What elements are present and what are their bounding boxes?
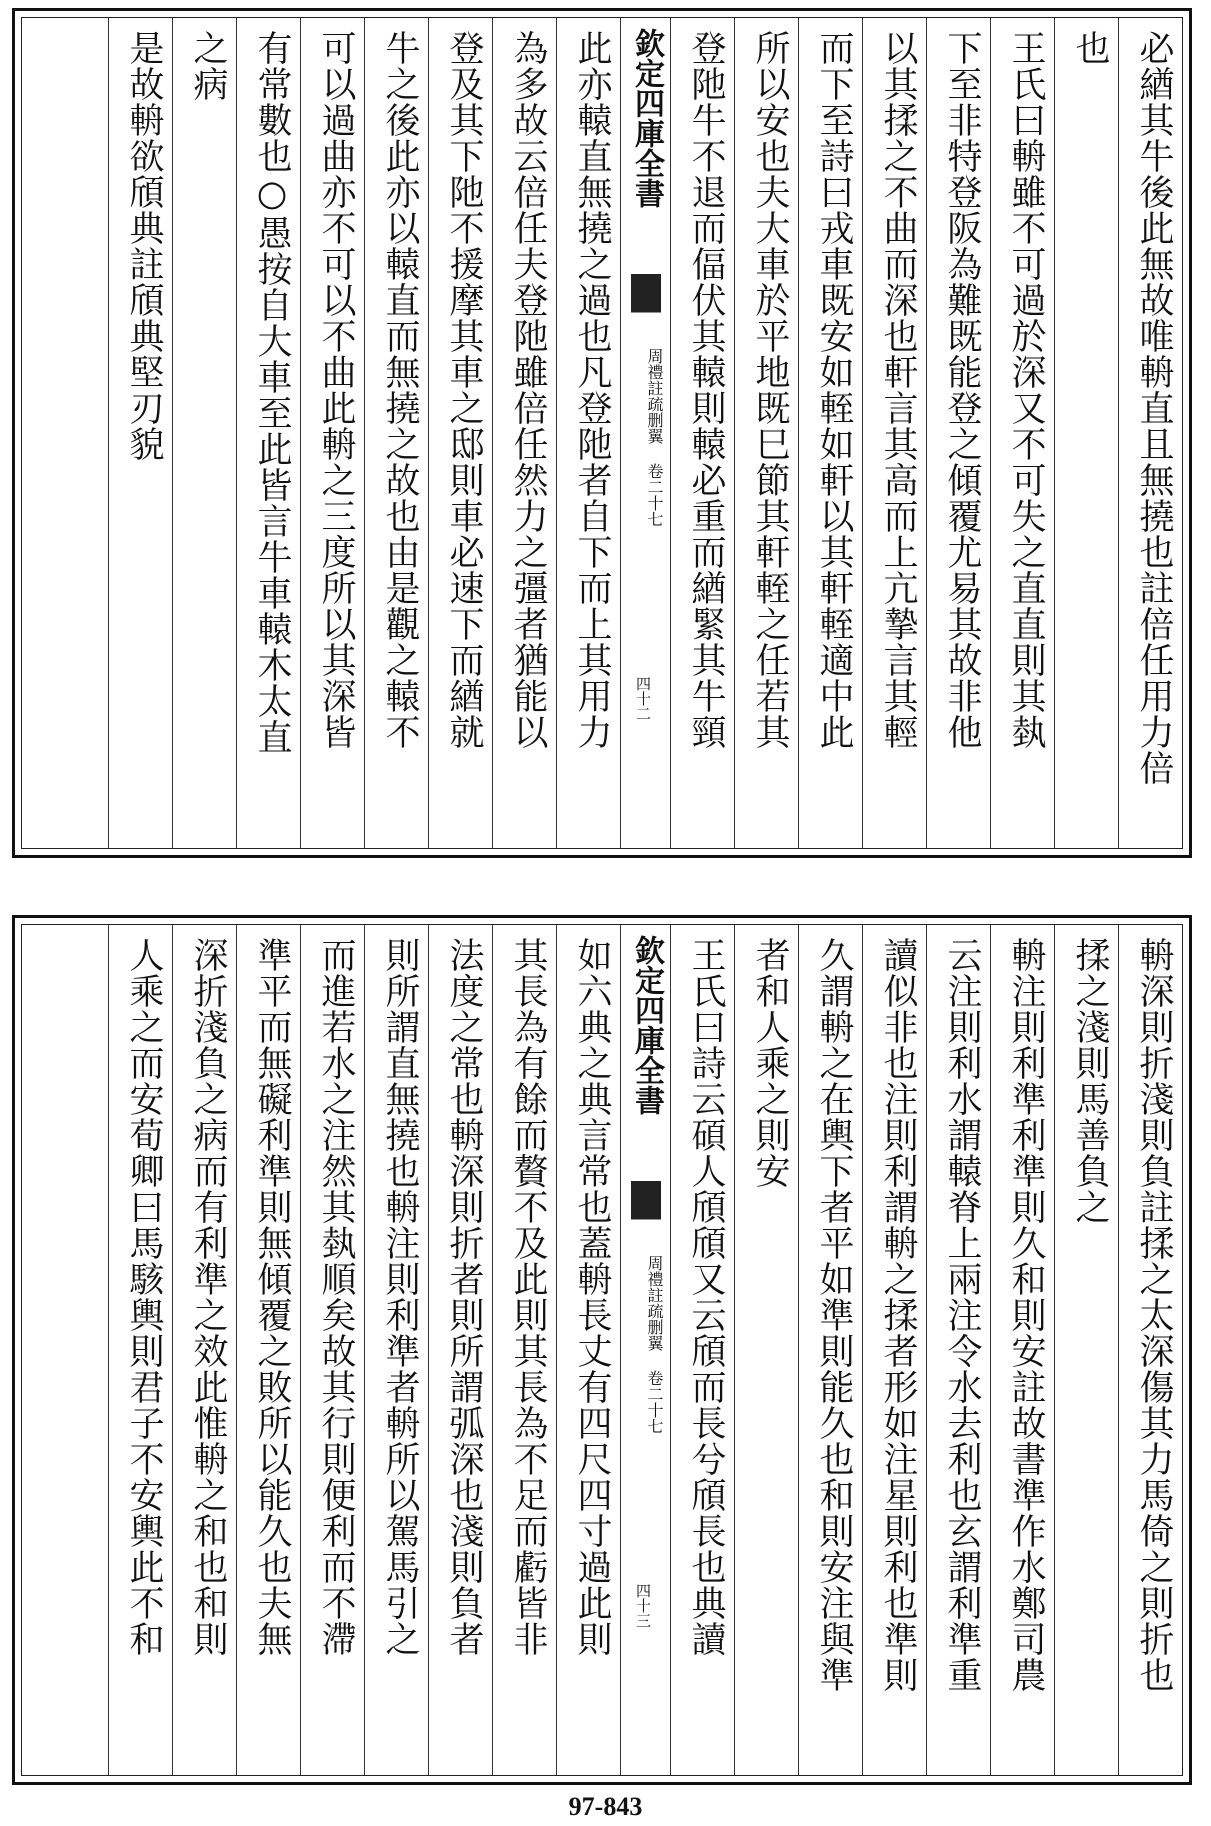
center-gutter <box>620 18 670 848</box>
page-bottom-columns <box>22 925 1182 1775</box>
gutter-title: 欽定四庫全書 <box>629 28 664 208</box>
text-column: 揉之淺則馬善負之 <box>1054 925 1118 1775</box>
gutter-page-number: 四十三 <box>634 1583 652 1628</box>
text-column: 以其揉之不曲而深也軒言其高而上亢摯言其輕 <box>862 18 926 848</box>
text-column: 法度之常也輈深則折者則所謂弧深也淺則負者 <box>428 925 492 1775</box>
text-column: 輈注則利準利準則久和則安註故書準作水鄭司農 <box>990 925 1054 1775</box>
text-column: 有常數也○愚按自大車至此皆言牛車轅木太直 <box>236 18 300 848</box>
gutter-book-name: 周禮註疏删翼 <box>645 348 664 444</box>
text-column: 其長為有餘而贅不及此則其長為不足而虧皆非 <box>492 925 556 1775</box>
text-column: 王氏曰輈雖不可過於深又不可失之直直則其埶 <box>990 18 1054 848</box>
center-gutter <box>620 925 670 1775</box>
text-column: 必緧其牛後此無故唯輈直且無撓也註倍任用力倍 <box>1118 18 1182 848</box>
text-column: 者和人乘之則安 <box>734 925 798 1775</box>
gutter-book-title <box>629 348 663 527</box>
text-column: 而進若水之注然其埶順矣故其行則便利而不滯 <box>300 925 364 1775</box>
gutter-book-name: 周禮註疏删翼 <box>645 1255 664 1351</box>
fish-tail-mark <box>631 1181 661 1236</box>
text-column: 如六典之典言常也蓋輈長丈有四尺四寸過此則 <box>556 925 620 1775</box>
text-column: 久謂輈之在輿下者平如準則能久也和則安注與準 <box>798 925 862 1775</box>
text-column: 是故輈欲頎典註頎典堅刃貌 <box>108 18 172 848</box>
page-top-columns <box>22 18 1182 848</box>
text-column: 輈深則折淺則負註揉之太深傷其力馬倚之則折也 <box>1118 925 1182 1775</box>
text-column: 也 <box>1054 18 1118 848</box>
page-top <box>12 8 1192 858</box>
text-column: 所以安也夫大車於平地既巳節其軒輊之任若其 <box>734 18 798 848</box>
text-column: 則所謂直無撓也輈注則利準者輈所以駕馬引之 <box>364 925 428 1775</box>
gutter-book-title <box>629 1255 663 1434</box>
text-column: 準平而無礙利準則無傾覆之敗所以能久也夫無 <box>236 925 300 1775</box>
text-column: 人乘之而安荀卿曰馬駭輿則君子不安輿此不和 <box>108 925 172 1775</box>
text-column: 深折淺負之病而有利準之效此惟輈之和也和則 <box>172 925 236 1775</box>
gutter-juan: 卷二十七 <box>645 1370 664 1434</box>
page-top-frame <box>21 17 1183 849</box>
text-column: 王氏曰詩云碩人頎頎又云頎而長兮頎長也典讀 <box>670 925 734 1775</box>
text-column: 之病 <box>172 18 236 848</box>
text-column: 可以過曲亦不可以不曲此輈之三度所以其深皆 <box>300 18 364 848</box>
text-column: 牛之後此亦以轅直而無撓之故也由是觀之轅不 <box>364 18 428 848</box>
text-column: 為多故云倍任夫登阤雖倍任然力之彊者猶能以 <box>492 18 556 848</box>
text-column: 而下至詩曰戎車既安如輊如軒以其軒輊適中此 <box>798 18 862 848</box>
gutter-juan: 卷二十七 <box>645 463 664 527</box>
page-bottom <box>12 915 1192 1785</box>
footer-page-code: 97-843 <box>568 1792 643 1821</box>
text-column: 下至非特登阪為難既能登之傾覆尤易其故非他 <box>926 18 990 848</box>
gutter-page-number: 四十二 <box>634 676 652 721</box>
gutter-title: 欽定四庫全書 <box>629 935 664 1115</box>
text-column: 此亦轅直無撓之過也凡登阤者自下而上其用力 <box>556 18 620 848</box>
text-column: 云注則利水謂轅脊上兩注令水去利也玄謂利準重 <box>926 925 990 1775</box>
text-column: 登阤牛不退而偪伏其轅則轅必重而緧緊其牛頸 <box>670 18 734 848</box>
fish-tail-mark <box>631 274 661 329</box>
text-column: 讀似非也注則利謂輈之揉者形如注星則利也準則 <box>862 925 926 1775</box>
text-column: 登及其下阤不援摩其車之邸則車必速下而緧就 <box>428 18 492 848</box>
page-bottom-frame <box>21 924 1183 1776</box>
